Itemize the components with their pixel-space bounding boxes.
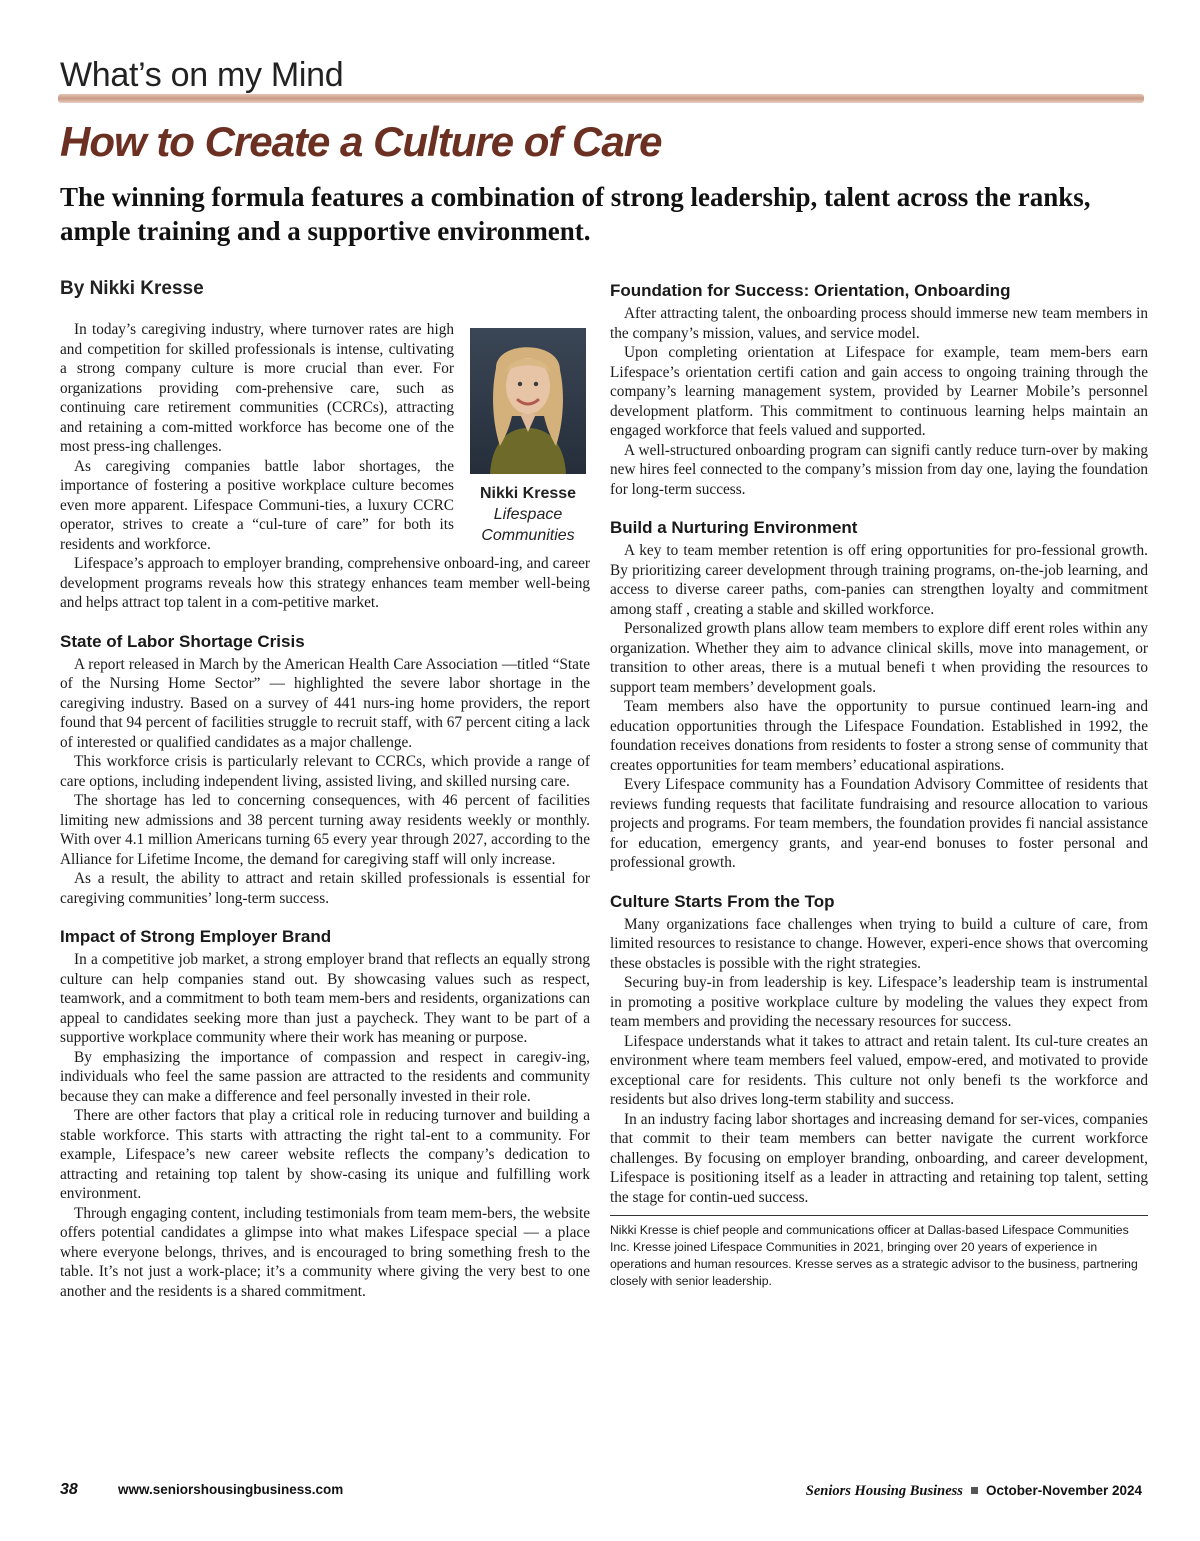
paragraph: Through engaging content, including testimonials from team mem-bers, the website offers potential candidates a glimpse into what makes Lifespace special — a place where everyone belongs, thrives, and is encouraged to bring something fresh to the table. It’s not just a work-place; it’s a community where giving the very best to one another and the residents is a shared commitment. xyxy=(60,1204,590,1300)
right-column xyxy=(610,280,1148,1290)
square-separator-icon xyxy=(971,1487,978,1494)
paragraph: Securing buy-in from leadership is key. Lifespace’s leadership team is instrumental in promoting a positive workplace culture by modeling the values they expect from team members and providing the necessary resources for success. xyxy=(610,974,1148,1030)
paragraph: As caregiving companies battle labor shortages, the importance of fostering a positive workplace culture becomes even more apparent. Lifespace Communi-ties, a luxury CCRC operator, strives to create a “cul-ture of care” for both its residents and workforce. xyxy=(60,457,454,553)
byline: By Nikki Kresse xyxy=(60,278,204,299)
paragraph: Many organizations face challenges when trying to build a culture of care, from limited resources to resistance to change. However, experi-ence shows that overcoming these obstacles is possible with the right strategies. xyxy=(610,915,1148,972)
caption-org: Lifespace xyxy=(493,506,563,523)
paragraph: In an industry facing labor shortages and increasing demand for ser-vices, companies that commit to their team members can better navigate the current workforce challenges. By focusing on employer branding, onboarding, and career development, Lifespace is positioning itself as a leader in attracting and retaining top talent, setting the stage for contin-ued success. xyxy=(610,1110,1148,1206)
section-heading: Foundation for Success: Orientation, Onboarding xyxy=(610,281,1011,300)
paragraph: After attracting talent, the onboarding process should immerse new team members in the company’s mission, values, and service model. xyxy=(610,305,1148,342)
paragraph: Lifespace’s approach to employer branding, comprehensive onboard-ing, and career development programs reveals how this strategy enhances team member well-being and helps attract top talent in a com-petitive market. xyxy=(60,555,590,611)
paragraph: Team members also have the opportunity to pursue continued learn-ing and education opportunities through the Lifespace Foundation. Established in 1992, the foundation receives donations from residents to foster a strong sense of community that creates opportunities for team members’ educational aspirations. xyxy=(610,698,1148,774)
section-label: What’s on my Mind xyxy=(60,56,344,94)
paragraph: In today’s caregiving industry, where turnover rates are high and competition for skilled professionals is intense, cultivating a strong company culture is more crucial than ever. For organizations providing com-prehensive care, such as continuing care retirement communities (CCRCs), attracting and retaining a com-mitted workforce has become one of the most press-ing challenges. xyxy=(60,321,454,455)
paragraph: Upon completing orientation at Lifespace for example, team mem-bers earn Lifespace’s orientation certifi cation and gain access to ongoing training through the company’s learning management system, provided by Learner Mobile’s personnel development platform. This commitment to continuous learning helps maintain an engaged workforce that feels valued and supported. xyxy=(610,344,1148,439)
author-bio: Nikki Kresse is chief people and communications officer at Dallas-based Lifespace Communities Inc. Kresse joined Lifespace Communities in 2021, bringing over 20 years of experience in operations and human resources. Kresse serves as a strategic advisor to the business, partnering closely with senior leadership. xyxy=(610,1215,1148,1290)
paragraph: Personalized growth plans allow team members to explore diff erent roles within any organization. Whether they aim to advance clinical skills, move into management, or transition to other areas, there is a mutual benefi t when providing the resources to support team members’ development goals. xyxy=(610,620,1148,696)
paragraph: In a competitive job market, a strong employer brand that reflects an equally strong culture can help companies stand out. By showcasing values such as respect, teamwork, and a commitment to both team mem-bers and residents, organizations can appeal to candidates seeking more than just a paycheck. They want to be part of a supportive workplace community where their work has meaning or purpose. xyxy=(60,951,590,1046)
dek: The winning formula features a combination of strong leadership, talent across the ranks, ample training and a supportive environment. xyxy=(60,182,1091,246)
section-heading: Build a Nurturing Environment xyxy=(610,518,858,537)
caption-org: Communities xyxy=(481,527,575,544)
author-figure xyxy=(466,328,590,546)
paragraph: Lifespace understands what it takes to attract and retain talent. Its cul-ture creates an environment where team members feel valued, empow-ered, and motivated to provide exceptional care for residents. This culture not only benefi ts the workforce and residents but also drives long-term stability and success. xyxy=(610,1032,1148,1108)
portrait-photo xyxy=(470,328,586,474)
paragraph: There are other factors that play a critical role in reducing turnover and building a stable workforce. This starts with attracting the right tal-ent to a community. For example, Lifespace’s new career website reflects the company’s dedication to attracting and retaining top talent by show-casing its unique and fulfilling work environment. xyxy=(60,1107,590,1202)
section-rule xyxy=(58,94,1144,103)
headline: How to Create a Culture of Care xyxy=(60,118,662,165)
paragraph: The shortage has led to concerning consequences, with 46 percent of facilities limiting new admissions and 38 percent turning away residents weekly or monthly. With over 4.1 million Americans turning 65 every year through 2027, according to the Alliance for Lifetime Income, the demand for caregiving staff will only increase. xyxy=(60,792,590,868)
paragraph: Every Lifespace community has a Foundation Advisory Committee of residents that reviews funding requests that facilitate fundraising and resource allocation to various projects and programs. For team members, the foundation provides fi nancial assistance for education, emergency grants, and year-end bonuses to foster personal and professional growth. xyxy=(610,776,1148,871)
left-column xyxy=(60,320,590,1301)
publication-name: Seniors Housing Business xyxy=(805,1483,963,1499)
section-heading: Impact of Strong Employer Brand xyxy=(60,927,332,946)
folio-right xyxy=(806,1482,1142,1500)
caption-name: Nikki Kresse xyxy=(479,485,577,502)
section-heading: Culture Starts From the Top xyxy=(610,891,835,911)
portrait-icon xyxy=(470,328,586,474)
paragraph: A report released in March by the American Health Care Association —titled “State of the Nursing Home Sector” — highlighted the severe labor shortage in the caregiving industry. Based on a survey of 441 nurs-ing home providers, the report found that 94 percent of facilities struggle to recruit staff, with 67 percent citing a lack of interested or qualified candidates as a major challenge. xyxy=(60,655,590,751)
section-heading: State of Labor Shortage Crisis xyxy=(60,631,305,651)
paragraph: A well-structured onboarding program can signifi cantly reduce turn-over by making new hires feel connected to the company’s mission from day one, laying the foundation for long-term success. xyxy=(610,441,1148,498)
paragraph: By emphasizing the importance of compassion and respect in caregiv-ing, individuals who feel the same passion are attracted to the residents and community because they can make a difference and feel personally invested in their role. xyxy=(60,1048,590,1105)
paragraph: As a result, the ability to attract and retain skilled professionals is essential for caregiving communities’ long-term success. xyxy=(60,870,590,907)
page-number: 38 xyxy=(60,1481,78,1498)
issue-date: October-November 2024 xyxy=(985,1483,1142,1498)
paragraph: A key to team member retention is off ering opportunities for pro-fessional growth. By prioritizing career development through training programs, on-the-job learning, and access to diverse career paths, com-panies can strengthen loyalty and commitment among staff , creating a stable and skilled workforce. xyxy=(610,542,1148,618)
website-url[interactable]: www.seniorshousingbusiness.com xyxy=(118,1482,344,1497)
paragraph: This workforce crisis is particularly relevant to CCRCs, which provide a range of care options, including independent living, assisted living, and skilled nursing care. xyxy=(60,753,590,790)
